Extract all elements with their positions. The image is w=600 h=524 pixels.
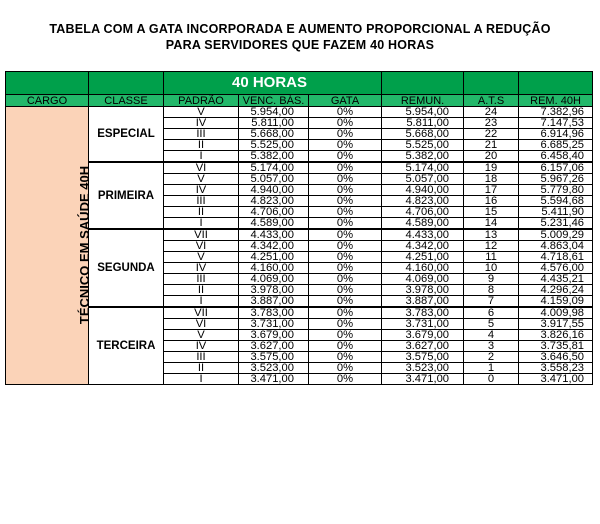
cell-ats: 10 (464, 263, 519, 274)
cell-ats: 0 (464, 374, 519, 385)
cell-remun: 4.823,00 (382, 196, 464, 207)
cell-gata: 0% (309, 252, 382, 263)
cell-venc: 3.887,00 (239, 296, 309, 308)
cell-remun: 5.811,00 (382, 118, 464, 129)
cell-remun: 4.589,00 (382, 218, 464, 230)
cell-remun: 5.668,00 (382, 129, 464, 140)
cell-remun: 4.342,00 (382, 241, 464, 252)
cell-ats: 6 (464, 307, 519, 319)
cell-rem40: 4.863,04 (519, 241, 593, 252)
cell-venc: 5.057,00 (239, 174, 309, 185)
cell-rem40: 4.435,21 (519, 274, 593, 285)
cell-rem40: 3.917,55 (519, 319, 593, 330)
cell-padrao: VI (164, 162, 239, 174)
header-gata: GATA (309, 95, 382, 107)
cell-rem40: 6.157,06 (519, 162, 593, 174)
cell-gata: 0% (309, 285, 382, 296)
cell-padrao: VI (164, 319, 239, 330)
cell-gata: 0% (309, 307, 382, 319)
cell-gata: 0% (309, 140, 382, 151)
classe-cell: PRIMEIRA (89, 162, 164, 229)
cell-gata: 0% (309, 296, 382, 308)
band-row (6, 72, 593, 95)
cell-rem40: 6.914,96 (519, 129, 593, 140)
cell-rem40: 5.231,46 (519, 218, 593, 230)
cell-ats: 14 (464, 218, 519, 230)
cell-padrao: IV (164, 341, 239, 352)
cell-gata: 0% (309, 352, 382, 363)
cell-venc: 4.706,00 (239, 207, 309, 218)
cell-remun: 5.174,00 (382, 162, 464, 174)
cell-padrao: III (164, 129, 239, 140)
cell-venc: 5.954,00 (239, 107, 309, 118)
cell-venc: 5.668,00 (239, 129, 309, 140)
cell-gata: 0% (309, 274, 382, 285)
cell-gata: 0% (309, 107, 382, 118)
cell-rem40: 4.009,98 (519, 307, 593, 319)
cell-ats: 2 (464, 352, 519, 363)
document-title-line-1: TABELA COM A GATA INCORPORADA E AUMENTO PROPORCIONAL A REDUÇÃO (49, 22, 551, 36)
cell-venc: 3.627,00 (239, 341, 309, 352)
cell-venc: 4.160,00 (239, 263, 309, 274)
cell-remun: 3.627,00 (382, 341, 464, 352)
cell-remun: 4.160,00 (382, 263, 464, 274)
cell-ats: 21 (464, 140, 519, 151)
cell-padrao: I (164, 296, 239, 308)
cell-padrao: II (164, 207, 239, 218)
header-padrao: PADRÃO (164, 95, 239, 107)
cell-ats: 20 (464, 151, 519, 163)
cell-gata: 0% (309, 118, 382, 129)
cell-ats: 12 (464, 241, 519, 252)
table-row (6, 107, 593, 118)
cell-rem40: 5.779,80 (519, 185, 593, 196)
classe-cell: TERCEIRA (89, 307, 164, 385)
salary-table (5, 71, 593, 385)
cell-ats: 9 (464, 274, 519, 285)
band-label: 40 HORAS (164, 72, 382, 95)
cell-padrao: I (164, 151, 239, 163)
header-cargo: CARGO (6, 95, 89, 107)
table-row (6, 162, 593, 174)
cell-ats: 23 (464, 118, 519, 129)
cell-rem40: 7.147,53 (519, 118, 593, 129)
cell-rem40: 6.458,40 (519, 151, 593, 163)
cell-remun: 3.783,00 (382, 307, 464, 319)
cell-venc: 5.525,00 (239, 140, 309, 151)
cell-remun: 3.887,00 (382, 296, 464, 308)
cell-ats: 13 (464, 229, 519, 241)
header-remun: REMUN. (382, 95, 464, 107)
cell-venc: 5.811,00 (239, 118, 309, 129)
cell-venc: 3.731,00 (239, 319, 309, 330)
cell-ats: 5 (464, 319, 519, 330)
cell-padrao: IV (164, 263, 239, 274)
cell-rem40: 5.594,68 (519, 196, 593, 207)
cell-ats: 24 (464, 107, 519, 118)
cell-gata: 0% (309, 129, 382, 140)
cell-ats: 18 (464, 174, 519, 185)
cell-ats: 11 (464, 252, 519, 263)
header-venc-bas: VENC. BÁS. (239, 95, 309, 107)
cell-padrao: III (164, 352, 239, 363)
cell-rem40: 5.411,90 (519, 207, 593, 218)
cell-remun: 3.679,00 (382, 330, 464, 341)
cell-remun: 4.433,00 (382, 229, 464, 241)
cell-gata: 0% (309, 241, 382, 252)
classe-cell: ESPECIAL (89, 107, 164, 163)
cell-padrao: III (164, 274, 239, 285)
cell-padrao: VI (164, 241, 239, 252)
cell-rem40: 5.009,29 (519, 229, 593, 241)
cell-remun: 3.575,00 (382, 352, 464, 363)
cell-gata: 0% (309, 151, 382, 163)
cell-venc: 3.783,00 (239, 307, 309, 319)
cell-gata: 0% (309, 319, 382, 330)
cell-gata: 0% (309, 341, 382, 352)
cell-padrao: VII (164, 229, 239, 241)
cell-rem40: 4.718,61 (519, 252, 593, 263)
table-row (6, 229, 593, 241)
cell-venc: 5.382,00 (239, 151, 309, 163)
header-rem-40h: REM. 40H (519, 95, 593, 107)
cell-padrao: III (164, 196, 239, 207)
cell-gata: 0% (309, 374, 382, 385)
cell-rem40: 3.471,00 (519, 374, 593, 385)
cell-gata: 0% (309, 263, 382, 274)
cell-remun: 5.954,00 (382, 107, 464, 118)
cell-venc: 3.978,00 (239, 285, 309, 296)
cell-ats: 8 (464, 285, 519, 296)
cell-rem40: 4.159,09 (519, 296, 593, 308)
cell-venc: 4.069,00 (239, 274, 309, 285)
cell-rem40: 4.296,24 (519, 285, 593, 296)
cell-rem40: 3.735,81 (519, 341, 593, 352)
cell-ats: 17 (464, 185, 519, 196)
header-row (6, 95, 593, 107)
cargo-cell (6, 107, 93, 385)
cell-remun: 3.978,00 (382, 285, 464, 296)
cell-venc: 4.940,00 (239, 185, 309, 196)
cell-remun: 5.057,00 (382, 174, 464, 185)
cell-gata: 0% (309, 196, 382, 207)
cell-venc: 4.823,00 (239, 196, 309, 207)
cell-ats: 15 (464, 207, 519, 218)
cell-gata: 0% (309, 185, 382, 196)
cell-rem40: 3.646,50 (519, 352, 593, 363)
header-classe: CLASSE (89, 95, 164, 107)
cell-remun: 4.706,00 (382, 207, 464, 218)
cell-rem40: 5.967,26 (519, 174, 593, 185)
cell-padrao: V (164, 330, 239, 341)
cell-rem40: 6.685,25 (519, 140, 593, 151)
cell-padrao: IV (164, 118, 239, 129)
cell-ats: 4 (464, 330, 519, 341)
cell-gata: 0% (309, 363, 382, 374)
cell-padrao: V (164, 252, 239, 263)
cell-remun: 5.525,00 (382, 140, 464, 151)
cell-venc: 3.471,00 (239, 374, 309, 385)
cell-remun: 4.251,00 (382, 252, 464, 263)
table-row (6, 307, 593, 319)
cell-remun: 3.471,00 (382, 374, 464, 385)
header-ats: A.T.S (464, 95, 519, 107)
classe-cell: SEGUNDA (89, 229, 164, 307)
cell-gata: 0% (309, 229, 382, 241)
cell-ats: 7 (464, 296, 519, 308)
cell-ats: 3 (464, 341, 519, 352)
cell-ats: 1 (464, 363, 519, 374)
cell-venc: 3.679,00 (239, 330, 309, 341)
cell-gata: 0% (309, 218, 382, 230)
cell-venc: 4.342,00 (239, 241, 309, 252)
cell-rem40: 7.382,96 (519, 107, 593, 118)
cell-venc: 4.251,00 (239, 252, 309, 263)
cell-padrao: II (164, 363, 239, 374)
cell-venc: 3.523,00 (239, 363, 309, 374)
cell-remun: 3.523,00 (382, 363, 464, 374)
cell-padrao: I (164, 218, 239, 230)
cell-venc: 5.174,00 (239, 162, 309, 174)
cell-gata: 0% (309, 162, 382, 174)
cell-padrao: IV (164, 185, 239, 196)
cell-gata: 0% (309, 330, 382, 341)
cell-rem40: 4.576,00 (519, 263, 593, 274)
cell-ats: 16 (464, 196, 519, 207)
cell-venc: 4.433,00 (239, 229, 309, 241)
cell-padrao: V (164, 107, 239, 118)
cell-rem40: 3.558,23 (519, 363, 593, 374)
cell-remun: 3.731,00 (382, 319, 464, 330)
cell-venc: 4.589,00 (239, 218, 309, 230)
cell-rem40: 3.826,16 (519, 330, 593, 341)
cell-padrao: V (164, 174, 239, 185)
cell-padrao: VII (164, 307, 239, 319)
cell-padrao: II (164, 140, 239, 151)
cell-remun: 5.382,00 (382, 151, 464, 163)
cell-venc: 3.575,00 (239, 352, 309, 363)
cell-ats: 22 (464, 129, 519, 140)
cell-ats: 19 (464, 162, 519, 174)
cell-padrao: II (164, 285, 239, 296)
cell-remun: 4.940,00 (382, 185, 464, 196)
cell-padrao: I (164, 374, 239, 385)
cell-gata: 0% (309, 174, 382, 185)
cell-remun: 4.069,00 (382, 274, 464, 285)
cell-gata: 0% (309, 207, 382, 218)
cargo-label: TÉCNICO EM SAÚDE 40H (77, 165, 93, 325)
document-title-line-2: PARA SERVIDORES QUE FAZEM 40 HORAS (165, 38, 435, 52)
